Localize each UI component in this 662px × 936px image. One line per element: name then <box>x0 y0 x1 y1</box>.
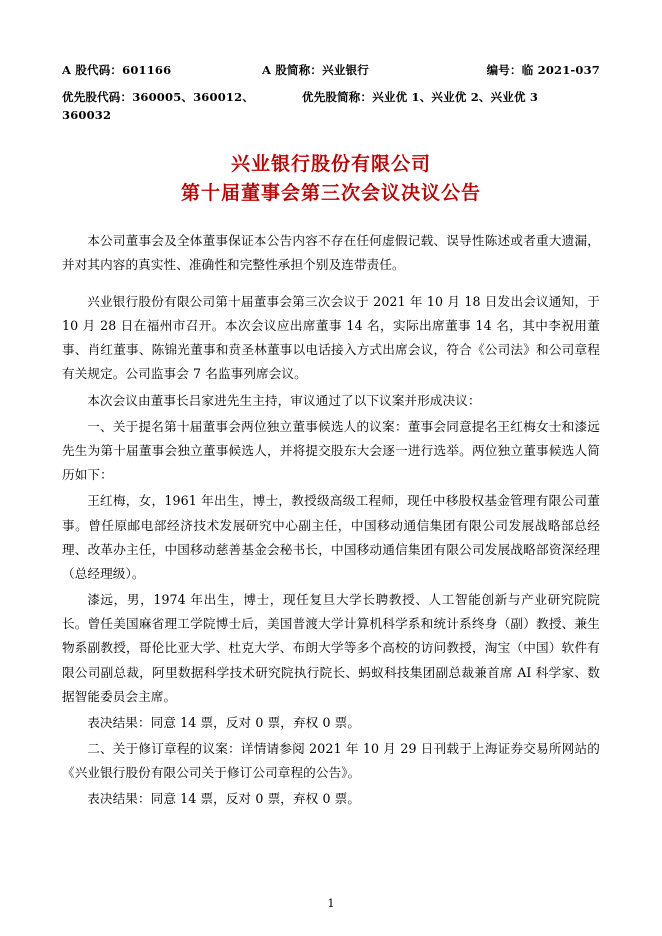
a-share-code: A 股代码：601166 <box>62 63 172 77</box>
paragraph-proposal-2: 二、关于修订章程的议案：详情请参阅 2021 年 10 月 29 日刊载于上海证券交易所网站的《兴业银行股份有限公司关于修订公司章程的公告》。 <box>62 741 600 781</box>
title-line-2: 第十届董事会第三次会议决议公告 <box>180 182 481 205</box>
paragraph-vote-result-2: 表决结果：同意 14 票，反对 0 票，弃权 0 票。 <box>87 791 361 807</box>
a-share-name: A 股简称：兴业银行 <box>262 63 369 77</box>
document-header-row-1 <box>62 62 600 79</box>
paragraph-bio-qiyuan: 漆远，男，1974 年出生，博士，现任复旦大学长聘教授、人工智能创新与产业研究院院长。曾任美国麻省理工学院博士后，美国普渡大学计算机科学系和统计系终身（副）教授、兼生物系副教授，哥伦比亚大学、杜克大学、布朗大学等多个高校的访问教授，淘宝（中国）软件有限公司副总裁，阿里数据科学技术研究院执行院长、蚂蚁科技集团副总裁兼首席 AI 科学家、数据智能委员会主席。 <box>62 592 600 704</box>
document-header-row-2 <box>62 89 600 124</box>
paragraph-chairman: 本次会议由董事长吕家进先生主持，审议通过了以下议案并形成决议： <box>87 392 481 408</box>
preferred-share-code: 优先股代码：360005、360012、360032 <box>62 90 255 122</box>
announcement-number: 编号：临 2021-037 <box>486 63 600 77</box>
paragraph-proposal-1: 一、关于提名第十届董事会两位独立董事候选人的议案：董事会同意提名王红梅女士和漆远先生为第十届董事会独立董事候选人，并将提交股东大会逐一进行选举。两位独立董事候选人简历如下： <box>62 418 600 483</box>
paragraph-bio-wanghongmei: 王红梅，女，1961 年出生，博士，教授级高级工程师，现任中移股权基金管理有限公司董事。曾任原邮电部经济技术发展研究中心副主任，中国移动通信集团有限公司发展战略部总经理、改革办主任，中国移动慈善基金会秘书长，中国移动通信集团有限公司发展战略部资深经理（总经理级）。 <box>62 493 600 581</box>
preferred-share-name: 优先股简称：兴业优 1、兴业优 2、兴业优 3 <box>302 90 539 105</box>
paragraph-vote-result-1: 表决结果：同意 14 票，反对 0 票，弃权 0 票。 <box>87 714 361 730</box>
title-line-1: 兴业银行股份有限公司 <box>230 152 431 175</box>
page-number: 1 <box>327 897 335 910</box>
document-title <box>62 150 600 209</box>
paragraph-meeting-info: 兴业银行股份有限公司第十届董事会第三次会议于 2021 年 10 月 18 日发出会议通知，于 10 月 28 日在福州市召开。本次会议应出席董事 14 名，实际出席董事 14 名，其中李祝用董事、肖红董事、陈锦光董事和贲圣林董事以电话接入方式出席会议，符合《公司法》和公司章程有关规定。公司监事会 7 名监事列席会议。 <box>62 293 600 382</box>
paragraph-disclaimer: 本公司董事会及全体董事保证本公告内容不存在任何虚假记载、误导性陈述或者重大遗漏，并对其内容的真实性、准确性和完整性承担个别及连带责任。 <box>62 232 600 272</box>
